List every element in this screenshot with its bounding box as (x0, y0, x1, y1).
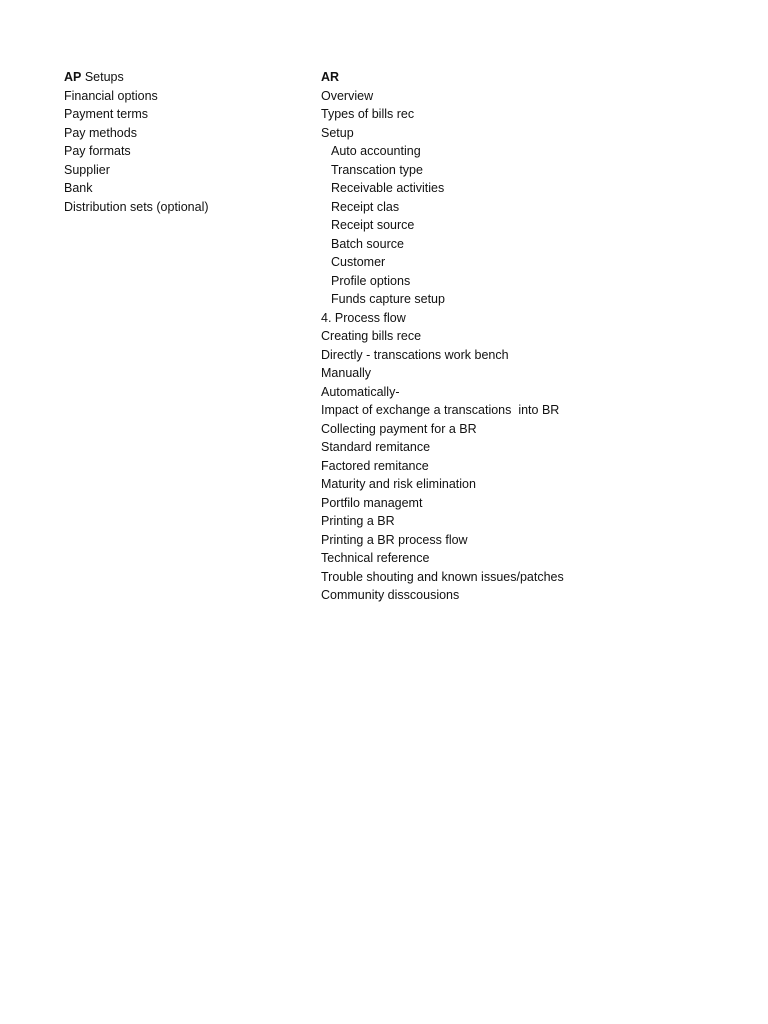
ar-column (321, 68, 741, 605)
ar-subitem: Funds capture setup (331, 292, 445, 306)
ar-item: Technical reference (321, 551, 430, 565)
ar-item: Creating bills rece (321, 329, 422, 343)
ar-subitem: Receipt source (331, 218, 415, 232)
ar-item: Portfilo managemt (321, 495, 423, 510)
ar-item: Setup (321, 125, 354, 140)
ar-item: Community disscousions (321, 588, 460, 602)
ap-heading (64, 68, 304, 87)
ap-item: Pay methods (64, 125, 137, 140)
ar-item: Automatically- (321, 384, 400, 399)
ar-item: Collecting payment for a BR (321, 421, 477, 436)
ap-item: Bank (64, 181, 93, 195)
ar-item: Trouble shouting and known issues/patches (321, 569, 564, 584)
ar-item: Directly - transcations work bench (321, 347, 509, 362)
ar-item: Factored remitance (321, 458, 429, 473)
ar-subitem: Receipt clas (331, 199, 400, 214)
ar-item: Printing a BR (321, 514, 395, 528)
ar-item: Maturity and risk elimination (321, 477, 476, 491)
ar-item: Overview (321, 88, 374, 103)
ar-item: Printing a BR process flow (321, 532, 468, 547)
ar-subitem: Receivable activities (331, 181, 445, 195)
ar-subitem: Auto accounting (331, 144, 421, 158)
ar-subitem: Transcation type (331, 162, 423, 177)
ar-item: 4. Process flow (321, 310, 406, 325)
ap-item: Pay formats (64, 144, 131, 158)
ap-item: Distribution sets (optional) (64, 199, 209, 214)
ar-heading: AR (321, 70, 340, 84)
ar-subitem: Batch source (331, 236, 404, 251)
ar-subitem: Profile options (331, 273, 411, 288)
ap-item: Financial options (64, 88, 158, 103)
ar-subitem: Customer (331, 255, 386, 269)
ar-item: Impact of exchange a transcations into BR (321, 403, 560, 417)
ap-setups-column (64, 68, 304, 216)
ar-item: Types of bills rec (321, 107, 415, 121)
ap-heading-bold: AP (64, 70, 82, 84)
ar-item: Manually (321, 366, 372, 380)
ap-item: Payment terms (64, 107, 149, 121)
ap-heading-rest: Setups (81, 70, 124, 84)
ar-item: Standard remitance (321, 440, 431, 454)
ap-item: Supplier (64, 162, 110, 177)
